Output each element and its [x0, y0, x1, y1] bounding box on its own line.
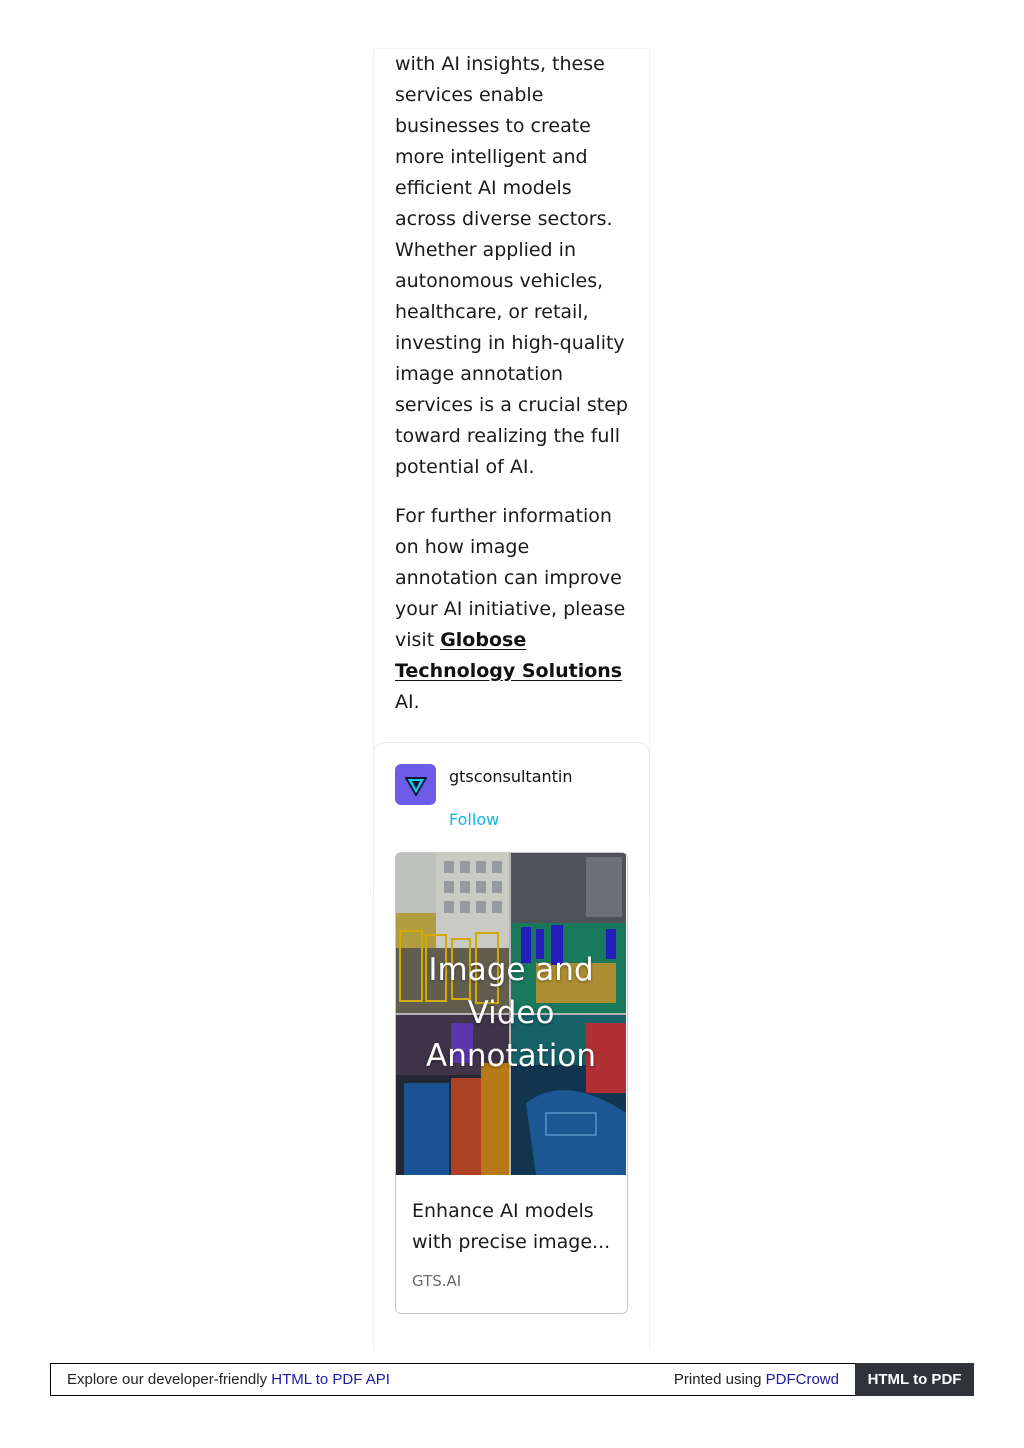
pdfcrowd-footer — [50, 1363, 974, 1396]
link-preview-card[interactable] — [395, 852, 628, 1314]
footer-right-text: Printed using — [673, 1371, 766, 1388]
footer-left — [67, 1371, 390, 1388]
card-domain: GTS.AI — [412, 1272, 462, 1290]
globose-link[interactable]: Globose Technology Solutions — [395, 629, 623, 682]
card-description: Enhance AI models with precise image... — [412, 1200, 611, 1253]
avatar[interactable] — [395, 764, 436, 805]
article-paragraph-further-info — [395, 501, 635, 718]
html-to-pdf-api-link[interactable]: HTML to PDF API — [271, 1371, 390, 1388]
follow-button[interactable]: Follow — [449, 810, 500, 829]
pdfcrowd-link[interactable]: PDFCrowd — [765, 1371, 839, 1388]
html-to-pdf-button[interactable]: HTML to PDF — [855, 1363, 974, 1396]
funnel-logo-icon — [403, 772, 429, 798]
author-name[interactable]: gtsconsultantin — [449, 767, 573, 786]
article-paragraph: with AI insights, these services enable businesses to create more intelligent and efficient AI models across diverse sectors. Whether applied in autonomous vehicles, healthcare, or retail, investing in high-quality image annotation services is a crucial step toward realizing the full potential of AI. — [395, 53, 628, 478]
footer-left-text: Explore our developer-friendly — [67, 1371, 272, 1388]
thumbnail-image — [396, 853, 626, 1175]
footer-right — [674, 1371, 839, 1388]
paragraph-text-end: AI. — [395, 691, 420, 713]
paragraph-text: For further information on how image annotation can improve your AI initiative, please visit — [395, 505, 626, 651]
thumbnail-title: Image and Video Annotation — [425, 952, 596, 1074]
